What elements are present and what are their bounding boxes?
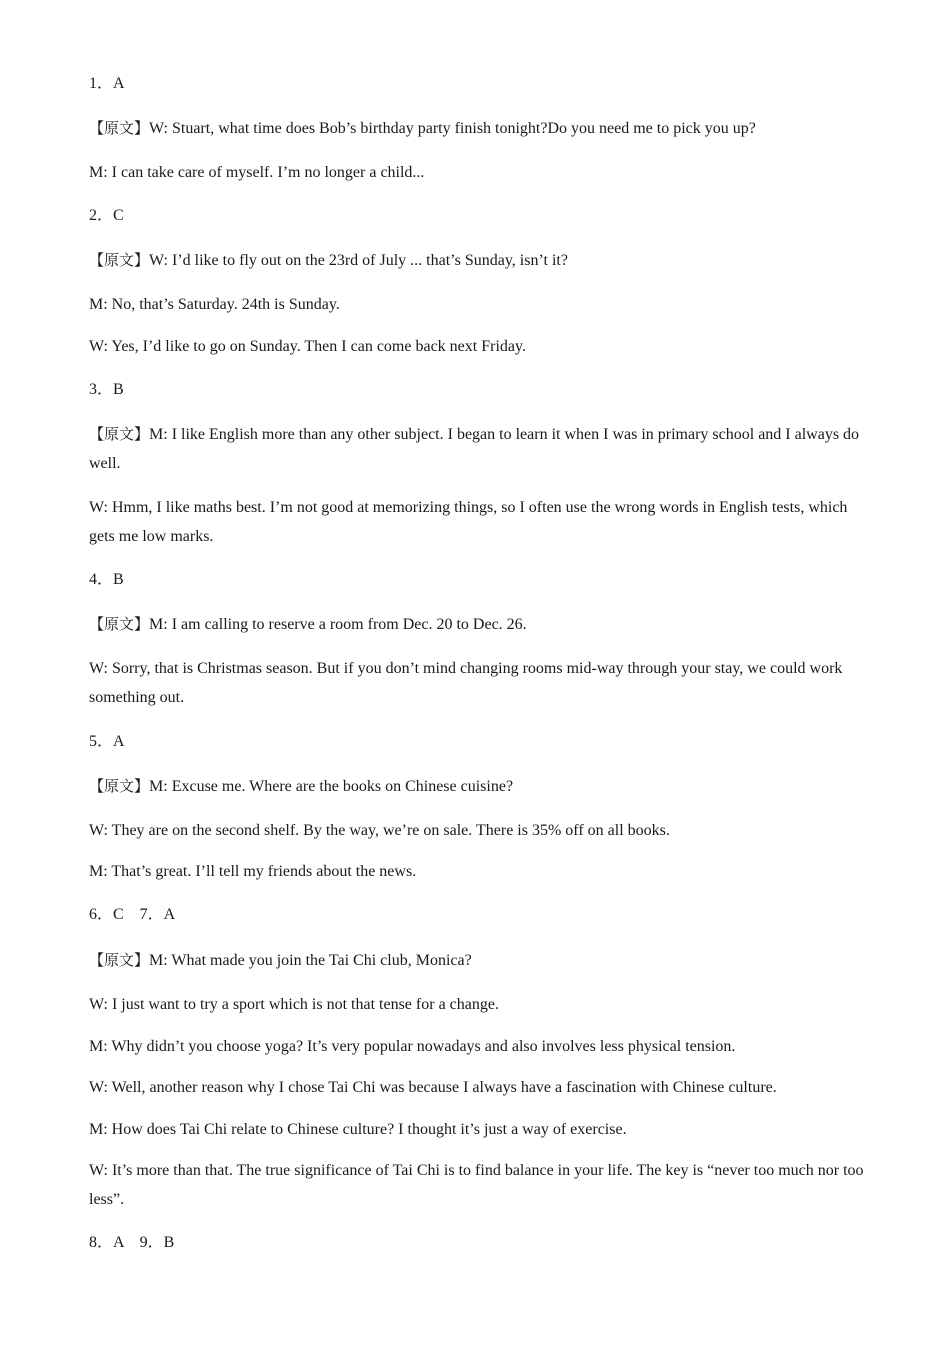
source-tag: 【原文】	[89, 119, 150, 137]
transcript-3-line-2: W: Hmm, I like maths best. I’m not good at memorizing things, so I often use the wrong words in English tests, which gets me low marks.	[89, 499, 848, 545]
answer-6-7: 6．C 7．A	[89, 906, 176, 923]
answer-3: 3．B	[89, 381, 124, 398]
transcript-3-line-1: 【原文】M: I like English more than any other subject. I began to learn it when I was in primary school and I always do well.	[89, 425, 860, 472]
source-tag: 【原文】	[89, 777, 150, 795]
source-tag: 【原文】	[89, 251, 150, 269]
answer-5: 5．A	[89, 733, 125, 750]
answer-1: 1．A	[89, 75, 125, 92]
transcript-6-7-line-6: W: It’s more than that. The true significance of Tai Chi is to find balance in your life. The key is “never too much nor too less”.	[89, 1162, 864, 1208]
transcript-6-7-line-4: W: Well, another reason why I chose Tai Chi was because I always have a fascination with Chinese culture.	[89, 1079, 777, 1096]
transcript-6-7-line-5: M: How does Tai Chi relate to Chinese culture? I thought it’s just a way of exercise.	[89, 1121, 627, 1138]
source-tag: 【原文】	[89, 425, 150, 443]
transcript-5-line-1: 【原文】M: Excuse me. Where are the books on Chinese cuisine?	[89, 777, 514, 795]
transcript-4-line-2: W: Sorry, that is Christmas season. But if you don’t mind changing rooms mid-way through your stay, we could work something out.	[89, 660, 843, 706]
transcript-1-line-1: 【原文】W: Stuart, what time does Bob’s birthday party finish tonight?Do you need me to pick you up?	[89, 119, 756, 137]
transcript-1-line-2: M: I can take care of myself. I’m no longer a child...	[89, 164, 425, 181]
answer-4: 4．B	[89, 571, 124, 588]
source-tag: 【原文】	[89, 951, 150, 969]
transcript-2-line-2: M: No, that’s Saturday. 24th is Sunday.	[89, 296, 340, 313]
source-tag: 【原文】	[89, 615, 150, 633]
transcript-2-line-3: W: Yes, I’d like to go on Sunday. Then I can come back next Friday.	[89, 338, 526, 355]
answer-2: 2．C	[89, 207, 124, 224]
transcript-6-7-line-2: W: I just want to try a sport which is not that tense for a change.	[89, 996, 499, 1013]
answer-8-9: 8．A 9．B	[89, 1234, 175, 1251]
transcript-6-7-line-1: 【原文】M: What made you join the Tai Chi club, Monica?	[89, 951, 472, 969]
transcript-2-line-1: 【原文】W: I’d like to fly out on the 23rd of July ... that’s Sunday, isn’t it?	[89, 251, 568, 269]
transcript-5-line-3: M: That’s great. I’ll tell my friends about the news.	[89, 863, 417, 880]
transcript-5-line-2: W: They are on the second shelf. By the way, we’re on sale. There is 35% off on all books.	[89, 822, 670, 839]
transcript-4-line-1: 【原文】M: I am calling to reserve a room from Dec. 20 to Dec. 26.	[89, 615, 527, 633]
transcript-6-7-line-3: M: Why didn’t you choose yoga? It’s very popular nowadays and also involves less physical tension.	[89, 1038, 736, 1055]
